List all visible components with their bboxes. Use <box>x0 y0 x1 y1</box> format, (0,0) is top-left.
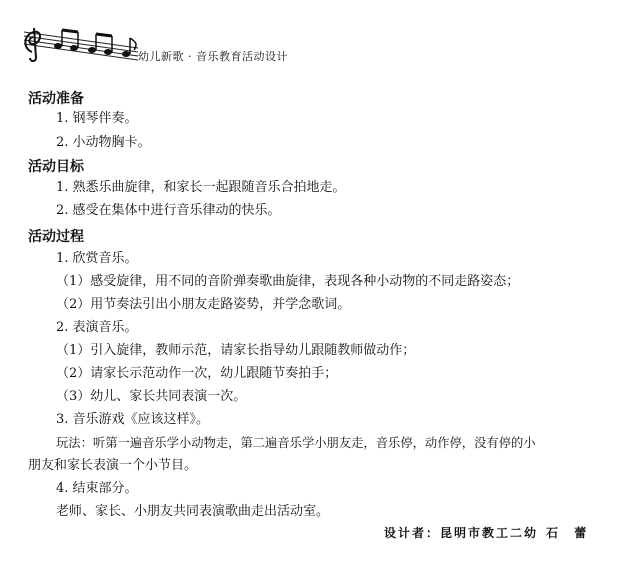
process-line: 玩法：听第一遍音乐学小动物走，第二遍音乐学小朋友走，音乐停，动作停，没有停的小 <box>56 436 536 450</box>
process-line: （3）幼儿、家长共同表演一次。 <box>56 389 247 404</box>
process-line: （2）请家长示范动作一次，幼儿跟随节奏拍手； <box>56 366 338 381</box>
process-line: 朋友和家长表演一个小节目。 <box>28 458 198 473</box>
process-line: 4. 结束部分。 <box>56 481 138 496</box>
section-title-process: 活动过程 <box>28 229 84 245</box>
process-line: 3. 音乐游戏《应该这样》。 <box>56 412 210 427</box>
goal-item-1: 1. 熟悉乐曲旋律，和家长一起跟随音乐合拍地走。 <box>56 180 346 195</box>
header-title: 幼儿新歌 · 音乐教育活动设计 <box>138 50 288 63</box>
process-line: 1. 欣赏音乐。 <box>56 251 138 266</box>
music-notes-icon <box>18 18 148 64</box>
prep-item-1: 1. 钢琴伴奏。 <box>56 111 138 126</box>
process-line: 2. 表演音乐。 <box>56 320 138 335</box>
process-line: （2）用节奏法引出小朋友走路姿势，并学念歌词。 <box>56 297 351 312</box>
goal-item-2: 2. 感受在集体中进行音乐律动的快乐。 <box>56 203 281 218</box>
section-title-prep: 活动准备 <box>28 91 84 107</box>
section-title-goals: 活动目标 <box>28 159 84 175</box>
designer-credit <box>384 524 592 541</box>
designer-name: 石 蕾 <box>546 526 593 540</box>
process-line: （1）引入旋律，教师示范，请家长指导幼儿跟随教师做动作； <box>56 343 416 358</box>
designer-label: 设计者：昆明市教工二幼 <box>384 526 539 540</box>
page-header <box>18 18 318 64</box>
prep-item-2: 2. 小动物胸卡。 <box>56 135 151 150</box>
process-line: （1）感受旋律，用不同的音阶弹奏歌曲旋律，表现各种小动物的不同走路姿态； <box>56 274 520 289</box>
process-line: 老师、家长、小朋友共同表演歌曲走出活动室。 <box>56 504 330 519</box>
